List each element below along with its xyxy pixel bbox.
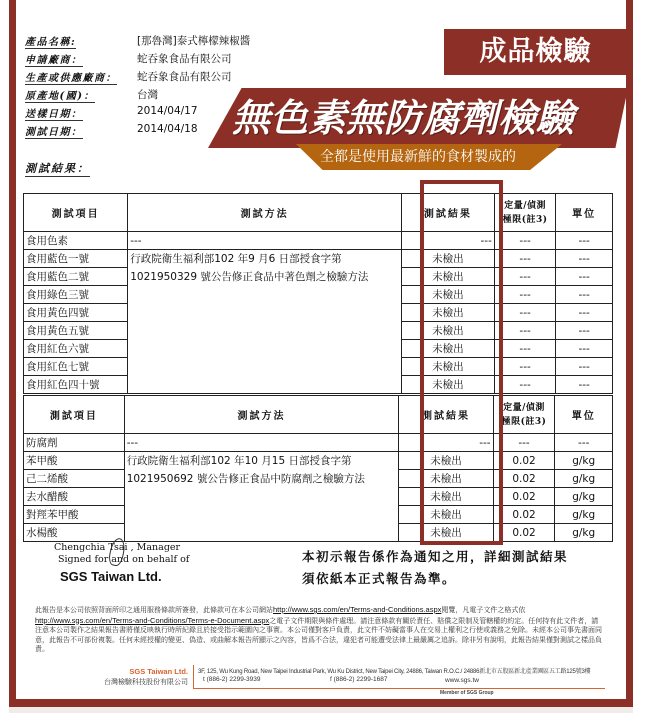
e-document-terms-link[interactable]: http://www.sgs.com/en/Terms-and-Conditions/Terms-e-Document.aspx (35, 615, 270, 625)
col-header-result: 測試結果 (399, 396, 493, 434)
cell-item: 食用藍色二號 (24, 268, 128, 286)
info-label: 生產或供應廠商： (25, 69, 117, 85)
footer-website[interactable]: www.sgs.tw (445, 677, 479, 684)
cell-limit: 0.02 (493, 524, 555, 542)
finished-product-badge: 成品檢驗 (444, 29, 627, 75)
info-value: 2014/04/17 (137, 105, 198, 117)
cell-limit: --- (494, 304, 555, 322)
cell-limit: --- (494, 322, 555, 340)
cell-limit: --- (494, 250, 555, 268)
info-value: 蛇吞象食品有限公司 (137, 53, 232, 65)
cell-item: 己二烯酸 (24, 470, 125, 488)
cell-limit: --- (494, 268, 555, 286)
result-column-highlight (420, 180, 503, 545)
cell-result: 未檢出 (401, 268, 494, 286)
limit-header-line1: 定量/偵測 (503, 402, 545, 413)
cell-limit: 0.02 (493, 452, 555, 470)
cell-result: 未檢出 (399, 506, 493, 524)
info-label: 送樣日期： (25, 105, 83, 121)
cell-item: 食用色素 (24, 232, 128, 250)
cell-item: 食用藍色一號 (24, 250, 128, 268)
preservative-results-table (23, 395, 613, 542)
footer-address: 3F, 125, Wu Kung Road, New Taipei Industrial Park, Wu Ku District, New Taipei City, 24886, Taiwan R.O.C./ 24886新北市五股區新北產業園區五工路125號3樓 (198, 669, 591, 675)
info-label: 產品名稱: (25, 33, 76, 49)
subline-banner-text: 全都是使用最新鮮的食材製成的 (320, 149, 516, 165)
cell-result: 未檢出 (399, 452, 493, 470)
cell-limit: --- (493, 434, 555, 452)
cell-item: 水楊酸 (24, 524, 125, 542)
cell-unit: --- (556, 376, 613, 394)
frame-border-bottom (9, 699, 633, 707)
cell-unit: g/kg (555, 488, 613, 506)
cell-item: 防腐劑 (24, 434, 125, 452)
cell-limit: --- (494, 376, 555, 394)
cell-item: 食用紅色四十號 (24, 376, 128, 394)
method-line: 行政院衛生福利部102 年10 月15 日部授食字第 (126, 455, 352, 467)
col-header-result: 測試結果 (401, 194, 494, 232)
footer-member-note: Member of SGS Group (440, 690, 494, 696)
cell-item: 食用紅色七號 (24, 358, 128, 376)
col-header-limit (494, 194, 555, 232)
table-row (24, 434, 613, 452)
info-value: 2014/04/18 (137, 123, 198, 135)
table-row (24, 250, 613, 268)
cell-limit: 0.02 (493, 488, 555, 506)
table-header-row (24, 194, 613, 232)
cell-limit: 0.02 (493, 470, 555, 488)
cell-method (124, 452, 399, 542)
cell-method: --- (124, 434, 399, 452)
info-value: 蛇吞象食品有限公司 (137, 71, 232, 83)
cell-result: 未檢出 (399, 470, 493, 488)
cell-item: 食用黃色五號 (24, 322, 128, 340)
cell-result: 未檢出 (401, 376, 494, 394)
footer-divider-horizontal (193, 688, 605, 689)
frame-shadow (9, 707, 633, 713)
info-label: 原產地(國)： (25, 87, 95, 103)
method-line: 行政院衛生福利部102 年9 月6 日部授食字第 (130, 253, 342, 265)
results-label: 測試結果： (25, 162, 90, 175)
info-row-applicant (25, 51, 325, 69)
footer-company-zh: 台灣檢驗科技股份有限公司 (104, 678, 188, 686)
limit-header-line2: 極限(註3) (501, 416, 547, 427)
cell-result: 未檢出 (401, 286, 494, 304)
cell-unit: g/kg (555, 524, 613, 542)
method-line: 1021950692 號公告修正食品中防腐劑之檢驗方法 (126, 473, 365, 485)
frame-border-left (9, 0, 16, 706)
signatory-name: Chengchia Tsai , Manager (54, 542, 181, 553)
info-value: [那魯灣]泰式檸檬辣椒醬 (137, 35, 251, 47)
cell-result: 未檢出 (401, 250, 494, 268)
footer-telephone: t (886-2) 2299-3939 (203, 676, 261, 683)
cell-limit: --- (494, 358, 555, 376)
legal-terms (35, 605, 605, 655)
cell-result: --- (401, 232, 494, 250)
cell-limit: --- (494, 340, 555, 358)
col-header-item: 測試項目 (24, 396, 125, 434)
info-row-product-name (25, 33, 325, 51)
info-label: 申請廠商： (25, 51, 83, 67)
footer-fax: f (886-2) 2299-1687 (330, 676, 388, 683)
cell-result: 未檢出 (399, 524, 493, 542)
footer-divider-vertical (193, 665, 194, 689)
col-header-unit: 單位 (556, 194, 613, 232)
cell-item: 食用綠色三號 (24, 286, 128, 304)
cell-unit: --- (555, 434, 613, 452)
legal-text: 之電子文件期限與條件處理。請注意條款有關於責任、賠償之限制及管轄權的約定。任何持有此文件者，請注意本公司製作之結果報告書將僅反映執行時所紀錄且於接受指示範圍內之事實。本公司僅對客戶負責，此文件不妨礙當事人在交易上權利之行使或義務之免除。未經本公司事先書面同意，此報告不可部份複製。任何未經授權的變更、偽造、或曲解本報告所顯示之內容，皆爲不合法，違犯者可能遭受法律上最嚴厲之追訴。除非另有說明，此報告結果僅對測試之樣品負責。 (35, 616, 602, 653)
cell-method (128, 250, 402, 394)
legal-text: 閱覽，凡電子文件之格式依 (441, 606, 526, 614)
col-header-unit: 單位 (555, 396, 613, 434)
cell-unit: --- (556, 250, 613, 268)
col-header-method: 測試方法 (128, 194, 402, 232)
cell-unit: g/kg (555, 470, 613, 488)
cell-unit: --- (556, 358, 613, 376)
cell-result: 未檢出 (401, 322, 494, 340)
cell-item: 食用黃色四號 (24, 304, 128, 322)
cell-limit: --- (494, 232, 555, 250)
limit-header-line2: 極限(註3) (502, 214, 548, 225)
cell-item: 食用紅色六號 (24, 340, 128, 358)
preliminary-notice (302, 546, 568, 590)
col-header-item: 測試項目 (24, 194, 128, 232)
cell-item: 苯甲酸 (24, 452, 125, 470)
terms-link[interactable]: http://www.sgs.com/en/Terms-and-Conditions.aspx (273, 605, 442, 614)
signatory-company: SGS Taiwan Ltd. (60, 569, 162, 584)
cell-unit: g/kg (555, 452, 613, 470)
info-label: 測試日期： (25, 123, 83, 139)
cell-unit: --- (556, 268, 613, 286)
cell-unit: g/kg (555, 506, 613, 524)
footer-company-en: SGS Taiwan Ltd. (129, 667, 188, 676)
cell-unit: --- (556, 286, 613, 304)
notice-line2: 須依紙本正式報告為準。 (302, 571, 457, 586)
signatory-behalf: Signed for and on behalf of (58, 554, 190, 565)
cell-result: --- (399, 434, 493, 452)
cell-unit: --- (556, 232, 613, 250)
cell-result: 未檢出 (399, 488, 493, 506)
headline-banner-text: 無色素無防腐劑檢驗 (232, 96, 575, 140)
colorant-results-table (23, 193, 613, 394)
table-row (24, 452, 613, 470)
method-line: 1021950329 號公告修正食品中著色劑之檢驗方法 (130, 271, 369, 283)
info-row-manufacturer (25, 69, 325, 87)
table-row (24, 232, 613, 250)
cell-unit: --- (556, 304, 613, 322)
cell-limit: 0.02 (493, 506, 555, 524)
cell-unit: --- (556, 322, 613, 340)
cell-result: 未檢出 (401, 304, 494, 322)
cell-limit: --- (494, 286, 555, 304)
footer-company (60, 667, 188, 687)
notice-line1: 本初示報告係作為通知之用，詳細測試結果 (302, 549, 569, 564)
cell-result: 未檢出 (401, 358, 494, 376)
col-header-method: 測試方法 (124, 396, 399, 434)
info-value: 台灣 (137, 89, 158, 101)
cell-item: 去水醋酸 (24, 488, 125, 506)
frame-border-right (626, 0, 633, 706)
cell-unit: --- (556, 340, 613, 358)
limit-header-line1: 定量/偵測 (504, 200, 546, 211)
table-header-row (24, 396, 613, 434)
cell-method: --- (128, 232, 402, 250)
legal-text: 此報告是本公司依照背面所印之通用服務條款所簽發，此條款可在本公司網站 (35, 606, 273, 614)
cell-result: 未檢出 (401, 340, 494, 358)
cell-item: 對羥苯甲酸 (24, 506, 125, 524)
